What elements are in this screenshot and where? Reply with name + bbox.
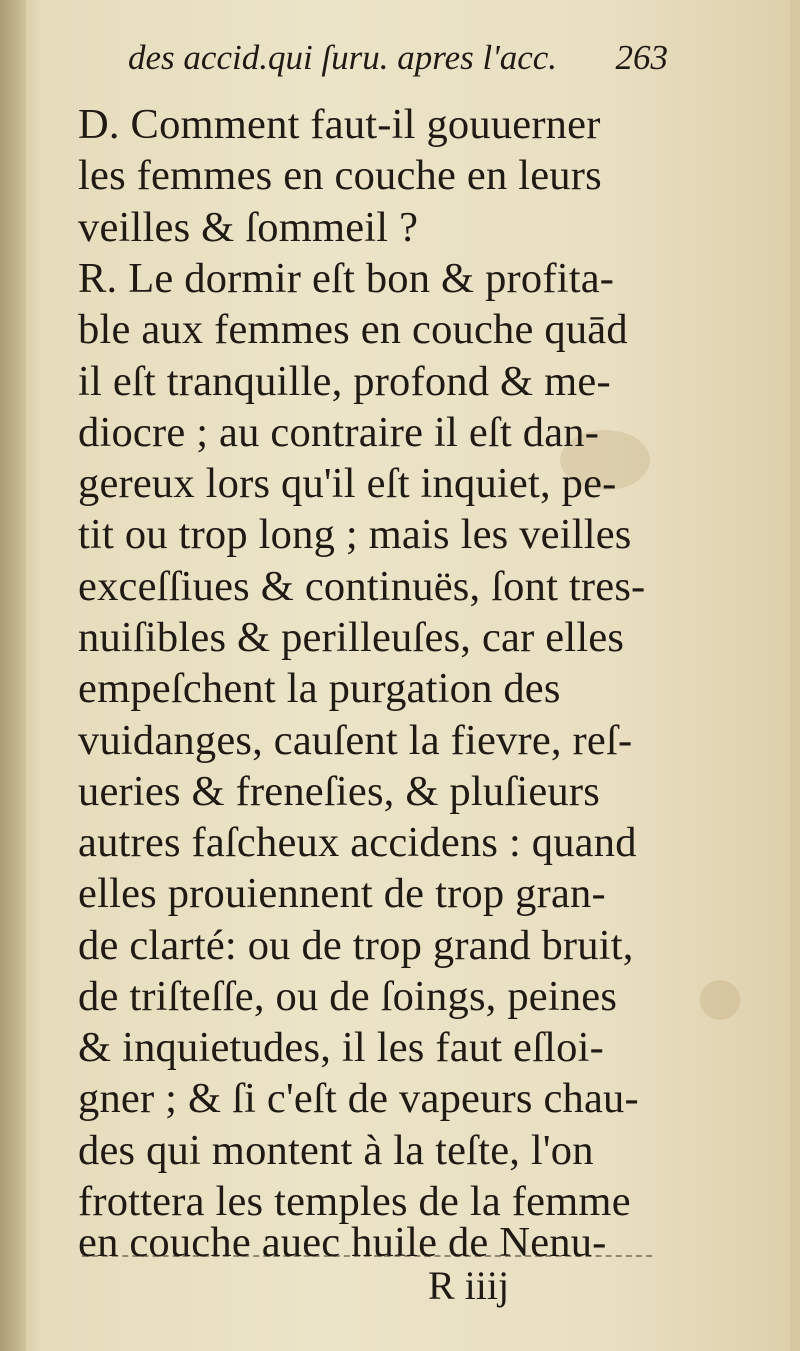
paper-stain: [700, 980, 740, 1020]
page-edge: [790, 0, 800, 1351]
text-line: exceſſiues & continuës, ſont tres-: [78, 563, 646, 610]
page-gutter-shadow: [0, 0, 26, 1351]
bottom-rule: [82, 1255, 652, 1257]
text-line: empeſchent la purgation des: [78, 665, 561, 712]
text-line: veilles & ſommeil ?: [78, 204, 419, 251]
running-header: [128, 38, 668, 78]
text-line: elles prouiennent de trop gran-: [78, 870, 606, 917]
text-line: il eſt tranquille, profond & me-: [78, 358, 611, 405]
text-line: des qui montent à la teſte, l'on: [78, 1127, 594, 1174]
text-line: tit ou trop long ; mais les veilles: [78, 511, 632, 558]
text-line: gereux lors qu'il eſt inquiet, pe-: [78, 460, 617, 507]
text-line: ble aux femmes en couche quād: [78, 306, 628, 353]
text-line: gner ; & ſi c'eſt de vapeurs chau-: [78, 1075, 639, 1122]
text-line: R. Le dormir eſt bon & profita-: [78, 255, 615, 302]
text-line: en couche auec huile de Nenu-: [78, 1219, 607, 1266]
text-line: nuiſibles & perilleuſes, car elles: [78, 614, 625, 661]
text-line: ueries & freneſies, & pluſieurs: [78, 768, 600, 815]
text-line: & inquietudes, il les faut eſloi-: [78, 1024, 604, 1071]
text-line: de triſteſſe, ou de ſoings, peines: [78, 973, 618, 1020]
signature-mark: R iiij: [428, 1263, 510, 1308]
text-line: autres faſcheux accidens : quand: [78, 819, 637, 866]
text-line: vuidanges, cauſent la fievre, reſ-: [78, 717, 633, 764]
text-line: les femmes en couche en leurs: [78, 152, 602, 199]
running-title: des accid.qui ſuru. apres l'acc.: [128, 38, 558, 77]
text-line: de clarté: ou de trop grand bruit,: [78, 922, 634, 969]
text-line: frottera les temples de la femme: [78, 1178, 631, 1225]
text-line: D. Comment faut-il gouuerner: [78, 101, 601, 148]
text-line: diocre ; au contraire il eſt dan-: [78, 409, 600, 456]
page-number: 263: [615, 38, 668, 77]
